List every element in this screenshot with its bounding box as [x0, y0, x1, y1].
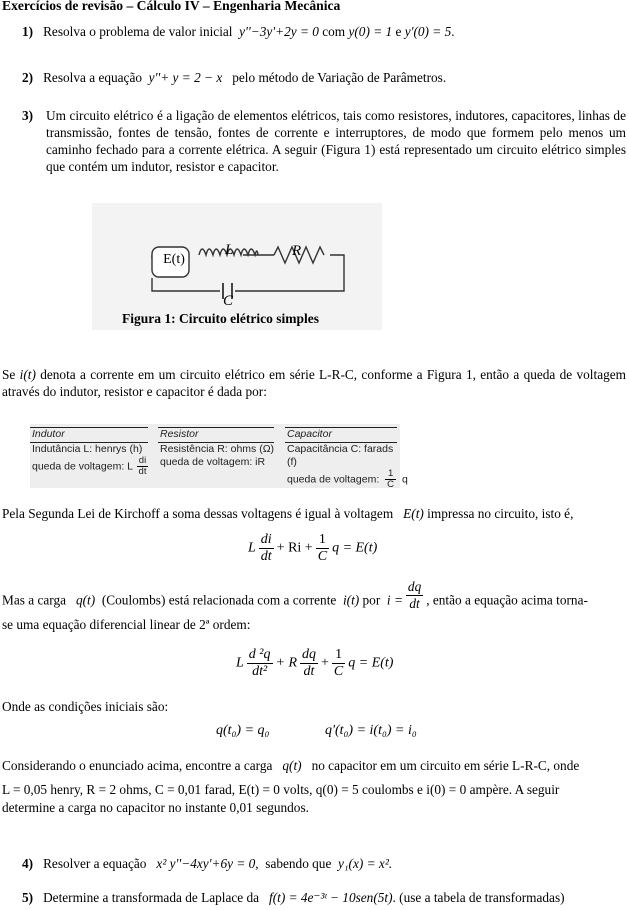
voltage-drop-table: [30, 424, 408, 490]
kirchhoff-paragraph: Pela Segunda Lei de Kirchoff a soma dessas voltagens é igual à voltagem E(t) impressa no circuito, isto é,: [2, 506, 574, 521]
question-2-number: 2): [22, 70, 34, 85]
question-1: [22, 23, 455, 40]
question-1-equation: y''−3y'+2y = 0: [239, 24, 319, 39]
charge-paragraph-cont: se uma equação diferencial linear de 2ª ordem:: [2, 617, 251, 632]
question-2: [22, 69, 446, 86]
question-1-text: Resolva o problema de valor inicial: [43, 24, 233, 39]
final-paragraph-line-3: determine a carga no capacitor no instante 0,01 segundos.: [2, 800, 309, 815]
circuit-figure: [92, 203, 382, 330]
table-resistor: Resistor Resistência R: ohms (Ω) queda de voltagem: iR: [160, 428, 275, 468]
question-3-intro: Um circuito elétrico é a ligação de elementos elétricos, tais como resistores, indutores, capacitores, linhas de transmissão, fontes de tensão, fontes de corrente e interruptores, de modo que formem pelo menos um caminho fechado para a corrente elétrica. A seguir (Figura 1) está representado um circuito elétrico simples que contém um indutor, resistor e capacitor.: [46, 108, 626, 174]
initial-conditions-label: Onde as condições iniciais são:: [2, 699, 169, 714]
question-1-condition-2: y'(0) = 5: [404, 24, 452, 39]
inductor-label: L: [225, 242, 234, 258]
question-1-com: com: [322, 24, 346, 39]
final-paragraph-line-2: L = 0,05 henry, R = 2 ohms, C = 0,01 farad, E(t) = 0 volts, q(0) = 5 coulombs e i(0) = 0 ampère. A seguir: [2, 782, 560, 797]
question-2-rest: pelo método de Variação de Parâmetros.: [232, 70, 447, 85]
initial-condition-charge: q(t₀) = q₀: [216, 723, 270, 738]
table-inductor: Indutor Indutância L: henrys (h) queda de voltagem: L $\frac{di}{dt}$: [32, 428, 147, 477]
question-1-and: e: [395, 24, 402, 39]
table-capacitor: Capacitor Capacitância C: farads (f) queda de voltagem: $\frac{1}{C}$ q: [287, 428, 408, 490]
question-5: 5) Determine a transformada de Laplace da f(t) = 4e⁻³ᵗ − 10sen(5t). (use a tabela de transformadas): [22, 890, 565, 905]
question-3-number: 3): [22, 108, 34, 123]
kirchhoff-equation: L $\frac{di}{dt}$ + Ri + $\frac{1}{C}$ q = E(t): [248, 532, 378, 564]
current-symbol: i(t): [19, 367, 36, 382]
final-paragraph-line-1: Considerando o enunciado acima, encontre a carga q(t) no capacitor em um circuito em série L-R-C, onde: [2, 758, 580, 773]
question-2-text: Resolva a equação: [43, 70, 143, 85]
figure-caption: Figura 1: Circuito elétrico simples: [122, 311, 319, 326]
question-1-number: 1): [22, 24, 34, 39]
question-1-period: .: [451, 24, 455, 39]
document-title: Exercícios de revisão – Cálculo IV – Engenharia Mecânica: [2, 0, 341, 13]
initial-condition-current: q'(t₀) = i(t₀) = i₀: [325, 723, 417, 738]
source-label: E(t): [163, 252, 185, 267]
current-paragraph: Se i(t) denota a corrente em um circuito elétrico em série L-R-C, conforme a Figura 1, então a queda de voltagem através do indutor, resistor e capacitor é dada por:: [2, 367, 626, 399]
capacitor-label: C: [223, 293, 234, 309]
question-1-condition-1: y(0) = 1: [348, 24, 393, 39]
resistor-label: R: [292, 243, 302, 259]
charge-paragraph: Mas a carga q(t) (Coulombs) está relacionada com a corrente i(t) por i = $\frac{dq}{dt}$ , então a equação acima torna-: [2, 579, 588, 611]
question-4: 4) Resolver a equação x² y''−4xy'+6y = 0, sabendo que y₁(x) = x².: [22, 856, 393, 871]
question-2-equation: y''+ y = 2 − x: [148, 70, 223, 85]
second-order-equation: L $\frac{\text{d ²q}}{\text{dt²}}$ + R $\frac{dq}{dt}$ + $\frac{1}{C}$ q = E(t): [236, 647, 394, 679]
